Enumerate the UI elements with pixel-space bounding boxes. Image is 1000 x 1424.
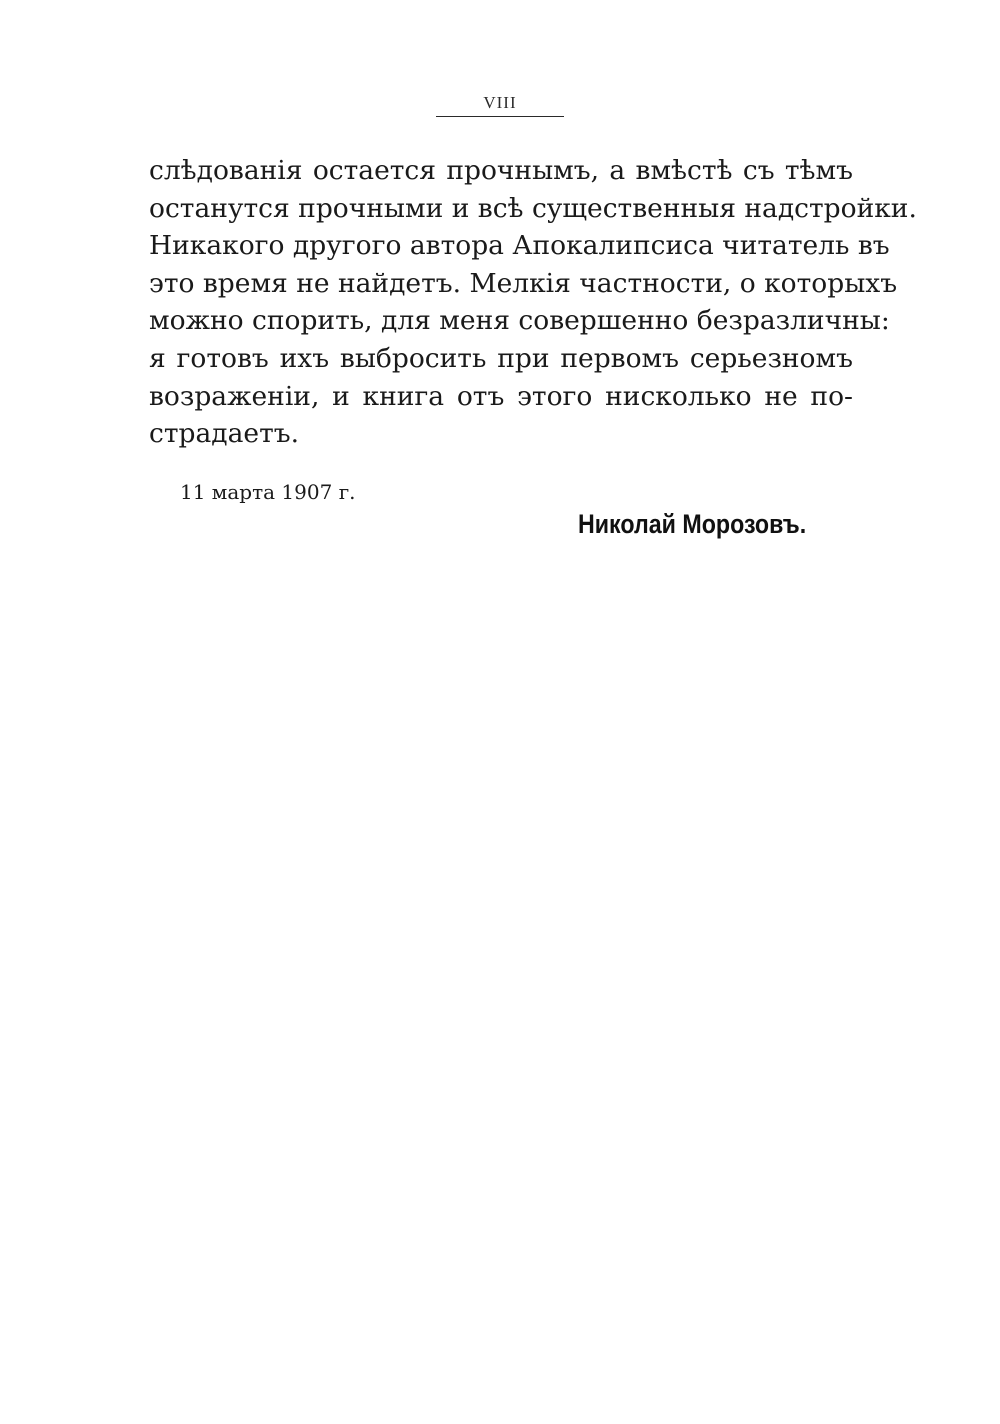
text-line: можно спорить, для меня совершенно безразличны: — [149, 305, 890, 337]
body-paragraph — [149, 152, 917, 453]
text-line: это время не найдетъ. Мелкія частности, о которыхъ — [149, 267, 898, 299]
page-number-rule — [436, 116, 564, 117]
text-line: Никакого другого автора Апокалипсиса читатель въ — [149, 230, 890, 262]
text-line: останутся прочными и всѣ существенныя надстройки. — [149, 192, 917, 224]
text-line: слѣдованія остается прочнымъ, а вмѣстѣ съ тѣмъ — [149, 155, 853, 186]
page-number: VIII — [483, 93, 517, 112]
text-line: возраженіи, и книга отъ этого нисколько не по- — [149, 380, 853, 412]
text-line: страдаетъ. — [149, 418, 300, 450]
date-line: 11 марта 1907 г. — [180, 480, 356, 504]
text-line: я готовъ ихъ выбросить при первомъ серьезномъ — [149, 342, 853, 374]
author-signature: Николай Морозовъ. — [578, 509, 807, 539]
